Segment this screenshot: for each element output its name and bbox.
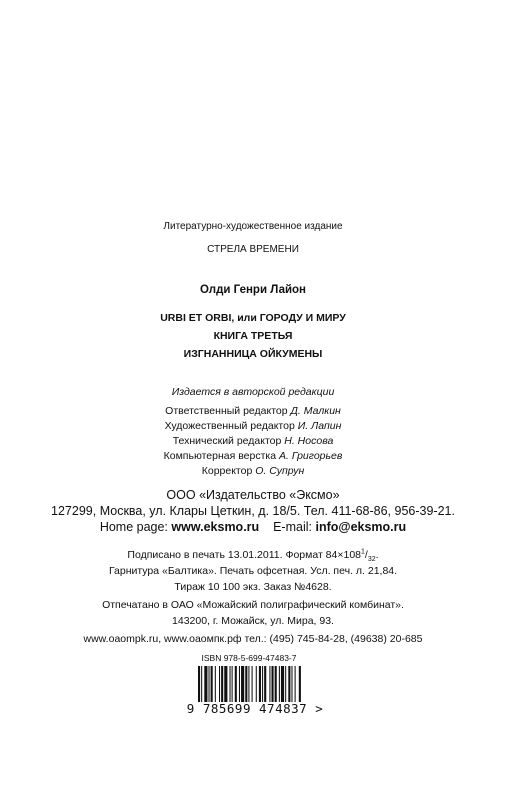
edition-note: Издается в авторской редакции <box>171 386 335 398</box>
barcode-bar <box>241 666 244 702</box>
printer-web: www.oaompk.ru, www.оаомпк.рф тел.: (495) 745-84-28, (49638) 20-685 <box>83 633 423 645</box>
barcode-bar <box>204 666 207 702</box>
barcode-bar <box>285 666 286 702</box>
barcode-bar <box>259 666 261 702</box>
credit-role: Корректор <box>201 465 253 477</box>
credit-name: О. Супрун <box>255 465 305 477</box>
typeface-info: Гарнитура «Балтика». Печать офсетная. Усл. печ. л. 21,84. <box>108 565 398 577</box>
barcode-bar <box>209 666 210 702</box>
barcode-digits: 9 785699 474837 > <box>184 702 326 716</box>
barcode-bar <box>215 666 216 702</box>
barcode-bar <box>230 666 231 702</box>
print-run: Тираж 10 100 экз. Заказ №4628. <box>174 581 332 593</box>
credit-line <box>0 419 506 434</box>
book-title-line-1: URBI ET ORBI, или ГОРОДУ И МИРУ <box>160 312 346 324</box>
credit-role: Художественный редактор <box>164 420 295 432</box>
credit-role: Ответственный редактор <box>165 405 288 417</box>
barcode-bar <box>232 666 233 702</box>
barcode-bar <box>275 666 277 702</box>
barcode-bar <box>235 666 237 702</box>
barcode-bar <box>288 666 290 702</box>
book-title-line-3: ИЗГНАННИЦА ОЙКУМЕНЫ <box>183 348 323 360</box>
homepage-link[interactable]: www.eksmo.ru <box>171 520 260 534</box>
series-name: СТРЕЛА ВРЕМЕНИ <box>207 244 299 255</box>
email-label: E-mail: <box>273 520 312 534</box>
credit-name: Д. Малкин <box>290 405 341 417</box>
email-link[interactable]: info@eksmo.ru <box>315 520 407 534</box>
credit-line <box>0 464 506 479</box>
barcode-bar <box>245 666 247 702</box>
barcode-bar <box>219 666 220 702</box>
publisher-name: ООО «Издательство «Эксмо» <box>166 488 340 502</box>
credit-name: И. Лапин <box>297 420 342 432</box>
barcode-bar <box>252 666 253 702</box>
barcode-bar <box>264 666 266 702</box>
author-name: Олди Генри Лайон <box>199 284 307 296</box>
edition-type: Литературно-художественное издание <box>163 221 343 232</box>
printer-address: 143200, г. Можайск, ул. Мира, 93. <box>172 615 334 627</box>
publisher-address: 127299, Москва, ул. Клары Цеткин, д. 18/5. Тел. 411-68-86, 956-39-21. <box>51 504 455 518</box>
credit-line <box>0 449 506 464</box>
barcode-bar <box>211 666 213 702</box>
barcode-bar <box>262 666 263 702</box>
barcode-bar <box>221 666 223 702</box>
signed-to-print: Подписано в печать 13.01.2011. Формат $84\times 108^1/_{32}$. <box>127 548 379 564</box>
barcode-bar <box>279 666 280 702</box>
book-title-line-2: КНИГА ТРЕТЬЯ <box>213 330 293 342</box>
barcode-bar <box>272 666 274 702</box>
barcode-bar <box>295 666 296 702</box>
credit-line <box>0 434 506 449</box>
printer-name: Отпечатано в ОАО «Можайский полиграфический комбинат». <box>102 599 404 611</box>
credit-role: Компьютерная верстка <box>163 450 277 462</box>
barcode-bar <box>291 666 292 702</box>
credit-name: А. Григорьев <box>279 450 343 462</box>
barcode <box>184 666 326 714</box>
isbn-label: ISBN 978-5-699-47483-7 <box>201 653 297 663</box>
credit-role: Технический редактор <box>172 435 282 447</box>
credits-list <box>0 404 506 479</box>
barcode-bar <box>256 666 257 702</box>
homepage-label: Home page: <box>99 520 168 534</box>
credit-name: Н. Носова <box>284 435 334 447</box>
barcode-bar <box>224 666 227 702</box>
barcode-bar <box>281 666 284 702</box>
publisher-contacts <box>0 520 506 534</box>
barcode-bar <box>239 666 240 702</box>
credit-line <box>0 404 506 419</box>
barcode-bar <box>269 666 270 702</box>
